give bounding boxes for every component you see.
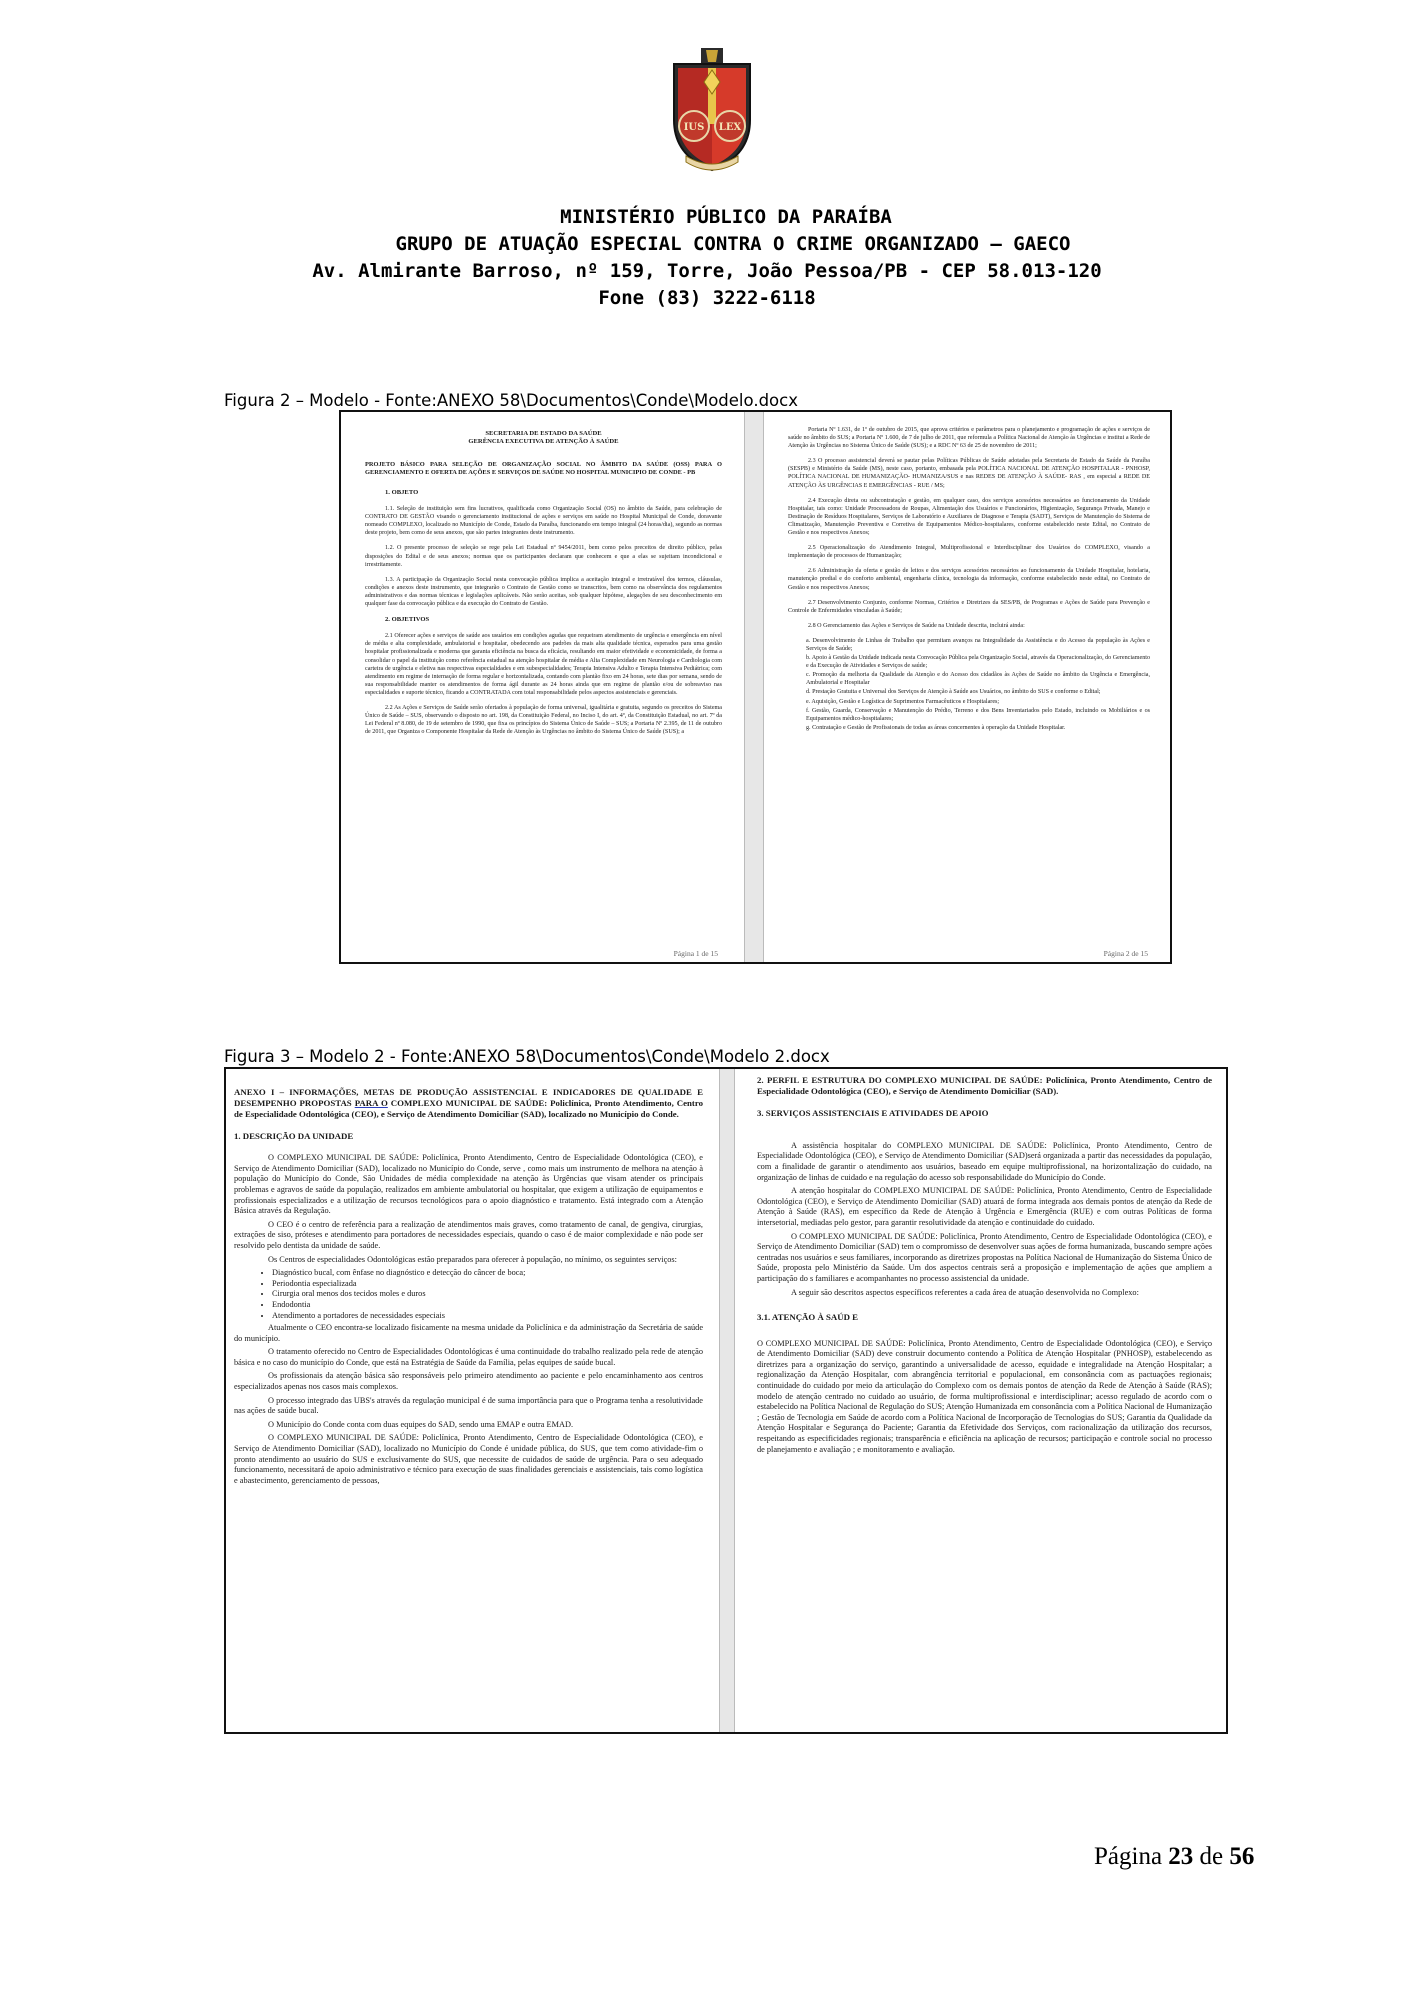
header-group: GRUPO DE ATUAÇÃO ESPECIAL CONTRA O CRIME ORGANIZADO – GAECO: [395, 233, 1071, 255]
list-item: b. Apoio à Gestão da Unidade indicada nesta Convocação Pública pela Organização Social, através da Operacionalização, do Gerenciamento e da Execução de Atividades e Serviços de saúde;: [806, 655, 1150, 670]
paragraph: 1.1. Seleção de instituição sem fins lucrativos, qualificada como Organização Social (OS) no âmbito da Saúde, para celebração de CONTRATO DE GESTÃO visando o gerenciamento institucional de ações e serviços em saúde no Hospital Municipal de Conde, doravante nomeado COMPLEXO, localizado no Município de Conde, Estado da Paraíba, funcionando em tempo integral (24 horas/dia), segundo as normas deste projeto, bem como de seus anexos, que são partes integrantes deste instrumento.: [365, 506, 722, 537]
section-heading: 2. OBJETIVOS: [385, 616, 430, 624]
list-item: d. Prestação Gratuita e Universal dos Serviços de Atenção à Saúde aos Usuários, no âmbito do SUS e conforme o Edital;: [806, 689, 1101, 696]
figure-2-left-page: [341, 412, 744, 962]
page-counter-prefix: Página: [1094, 1843, 1169, 1870]
header-institution: MINISTÉRIO PÚBLICO DA PARAÍBA: [560, 206, 892, 228]
paragraph: A assistência hospitalar do COMPLEXO MUNICIPAL DE SAÚDE: Policlínica, Pronto Atendimento, Centro de Especialidade Odontológica (CEO), e Serviço de Atendimento Domiciliar (SAD)será organizada a partir das necessidades da população, com a finalidade de garantir o atendimento aos usuários, baseado em equipe multiprofissional, na horizontalização do cuidado, na organização de linhas de cuidado e na regulação do acesso sob responsabilidade do Município do Conde.: [757, 1140, 1212, 1182]
list-item: • Cirurgia oral menos dos tecidos moles e duros: [272, 1289, 703, 1300]
annex-title: [234, 1087, 703, 1121]
paragraph: O processo integrado das UBS's através da regulação municipal é de suma importância para que o Programa tenha a resolutividade nas ações de saúde bucal.: [234, 1395, 703, 1416]
list-item: • Atendimento a portadores de necessidades especiais: [272, 1311, 703, 1322]
header-phone: Fone (83) 3222-6118: [598, 287, 816, 309]
paragraph: O COMPLEXO MUNICIPAL DE SAÚDE: Policlínica, Pronto Atendimento, Centro de Especialidade Odontológica (CEO), e Serviço de Atendimento Domiciliar (SAD) tem o compromisso de desenvolver suas ações de forma humanizada, buscando sempre ações centradas nos usuários e seus familiares, incorporando as diretrizes propostas na Política Nacional de Humanização do Sistema Único de Saúde, proposta pelo Ministério da Saúde. Um dos aspectos centrais será a proposição e implementação de ações que ampliem a participação do s familiares e acompanhantes no processo assistencial da unidade.: [757, 1231, 1212, 1283]
paragraph: 2.8 O Gerenciamento das Ações e Serviços de Saúde na Unidade descrita, incluirá ainda:: [808, 622, 1025, 629]
list-item: c. Promoção da melhoria da Qualidade da Atenção e do Acesso dos cidadãos às Ações de Saúde no âmbito da Urgência e Emergência, Ambulatorial e Hospitalar: [806, 672, 1150, 687]
annex-title-part: ANEXO I – INFORMAÇÕES, METAS DE PRODUÇÃO ASSISTENCIAL E INDICADORES DE QUALIDADE E DESEMPENHO PROPOSTAS: [234, 1087, 703, 1109]
paragraph: 2.7 Desenvolvimento Conjunto, conforme Normas, Critérios e Diretrizes da SES/PB, de Programas e Ações de Saúde para Prevenção e Controle de Enfermidades vinculadas à Saúde;: [788, 599, 1150, 614]
crest-motto-right: LEX: [718, 122, 742, 133]
page-number-label: Página 1 de 15: [673, 948, 718, 958]
paragraph: A atenção hospitalar do COMPLEXO MUNICIPAL DE SAÚDE: Policlínica, Pronto Atendimento, Centro de Especialidade Odontológica (CEO), e Serviço de Atendimento Domiciliar (SAD) atuará de forma integrada aos demais pontos de atenção da Rede de Atenção à Saúde (RAS), em específico da Rede de Atenção à Urgência e Emergência (RUE) e com outras Políticas de forma intersetorial, mediadas pelo gestor, para garantir resolutividade da atenção e continuidade do cuidado.: [757, 1186, 1212, 1227]
paragraph: O Município do Conde conta com duas equipes do SAD, sendo uma EMAP e outra EMAD.: [268, 1419, 574, 1429]
list-item: f. Gestão, Guarda, Conservação e Manutenção do Prédio, Terreno e dos Bens Inventariados pelo Estado, incluindo os Mobiliários e os Equipamentos médico-hospitalares;: [806, 707, 1150, 722]
list-item: • Periodontia especializada: [272, 1279, 703, 1290]
paragraph: 2.5 Operacionalização do Atendimento Integral, Multiprofissional e Interdisciplinar dos Usuários do COMPLEXO, visando a implementação de processos de Humanização;: [788, 545, 1150, 560]
section-heading: 1. DESCRIÇÃO DA UNIDADE: [234, 1130, 354, 1141]
page-counter: [1094, 1843, 1254, 1871]
list-item: • Diagnóstico bucal, com ênfase no diagnóstico e detecção do câncer de boca;: [272, 1268, 703, 1279]
letterhead: [0, 204, 1414, 312]
list-item: a. Desenvolvimento de Linhas de Trabalho que permitam avanços na Integralidade da Assistência e do Acesso da população às Ações e Serviços de Saúde;: [806, 637, 1150, 652]
annex-title-underlined: PARA O: [354, 1098, 388, 1109]
page-counter-separator: de: [1193, 1843, 1230, 1870]
paragraph: Os Centros de especialidades Odontológicas estão preparados para oferecer à população, no mínimo, os seguintes serviços:: [268, 1254, 677, 1264]
doc-heading-line1: SECRETARIA DE ESTADO DA SAÚDE: [485, 430, 602, 437]
figure-2-right-page: [764, 412, 1170, 962]
page-number-label: Página 2 de 15: [1103, 948, 1148, 958]
section-heading: 3.1. ATENÇÃO À SAÚD E: [757, 1312, 859, 1323]
page-separator: [719, 1069, 735, 1732]
services-list: [272, 1268, 703, 1321]
figure-3-caption: Figura 3 – Modelo 2 - Fonte:ANEXO 58\Documentos\Conde\Modelo 2.docx: [224, 1047, 830, 1066]
crest-motto-left: IUS: [683, 122, 705, 133]
paragraph: Atualmente o CEO encontra-se localizado fisicamente na mesma unidade da Policlínica e da administração da Secretária de saúde do município.: [234, 1323, 703, 1343]
paragraph: 1.3. A participação da Organização Social nesta convocação pública implica a aceitação integral e irretratável dos termos, cláusulas, condições e anexos deste instrumento, que integrarão o Contrato de Gestão como se transcritos, bem como na observância dos regulamentos administrativos e das normas técnicas e legislações aplicáveis. Não serão aceitas, sob qualquer hipótese, alegações de seu desconhecimento em qualquer fase da convocação pública e da execução do Contrato de Gestão.: [365, 576, 722, 608]
figure-2-image: [339, 410, 1172, 964]
list-item: e. Aquisição, Gestão e Logística de Suprimentos Farmacêuticos e Hospitalares;: [806, 698, 1000, 705]
header-address: Av. Almirante Barroso, nº 159, Torre, João Pessoa/PB - CEP 58.013-120: [312, 260, 1102, 282]
paragraph: O COMPLEXO MUNICIPAL DE SAÚDE: Policlínica, Pronto Atendimento, Centro de Especialidade Odontológica (CEO), e Serviço de Atendimento Domiciliar (SAD) deve construir documento contendo a Política de Atenção Hospitalar (PNHOSP), estabelecendo as diretrizes para a organização do serviço, garantindo a universalidade de acesso, equidade e integralidade na Atenção Hospitalar; a regionalização da Atenção Hospitalar, com abrangência territorial e populacional, em consonância com as pactuações regionais; continuidade do cuidado por meio da articulação do Complexo com os demais pontos de atenção da Rede de Atenção à Saúde (RAS); modelo de atenção centrado no cuidado ao usuário, de forma multiprofissional e interdisciplinar; acesso regulado de acordo com o estabelecido na Política Nacional de Regulação do SUS; Atenção Humanizada em consonância com a Política Nacional de Humanização ; Gestão de Tecnologia em Saúde de acordo com a Política Nacional de Incorporação de Tecnologias do SUS; Garantia da Qualidade da Atenção Hospitalar e Segurança do Paciente; Garantia da Efetividade dos Serviços, com racionalização da utilização dos recursos, respeitando as especificidades regionais; transparência e eficiência na aplicação de recursos; participação e controle social no processo de planejamento e avaliação ; e monitoramento e avaliação.: [757, 1338, 1213, 1454]
paragraph: O COMPLEXO MUNICIPAL DE SAÚDE: Policlínica, Pronto Atendimento, Centro de Especialidade Odontológica (CEO), e Serviço de Atendimento Domiciliar (SAD), localizado no Município do Conde é unidade pública, do SUS, que tem como atividade-fim o pronto atendimento ao usuário do SUS e exclusivamente do SUS, que necessite de cuidados de saúde de urgência. Para o seu adequado funcionamento, necessitará de apoio administrativo e técnico para execução de suas finalidades gerenciais e assistenciais, tais como logística e abastecimento, gerenciamento de pessoas,: [234, 1433, 703, 1485]
section-heading: 1. OBJETO: [385, 489, 419, 496]
item-list: [806, 637, 1150, 732]
paragraph: 2.6 Administração da oferta e gestão de leitos e dos serviços acessórios necessários ao funcionamento da Unidade Hospitalar, hotelaria, manutenção predial e do conforto ambiental, engenharia clínica, tecnologia da informação, conforme estabelecido neste edital, no Contrato de Gestão e nos respectivos Anexos;: [788, 568, 1150, 591]
section-heading: 3. SERVIÇOS ASSISTENCIAIS E ATIVIDADES DE APOIO: [757, 1108, 989, 1119]
paragraph: 2.3 O processo assistencial deverá se pautar pelas Políticas Públicas de Saúde adotadas pela Secretaria de Estado da Saúde da Paraíba (SESPB) e Ministério da Saúde (MS), neste caso, portanto, embasada pela POLÍTICA NACIONAL DE ATENÇÃO HOSPITALAR - PNHOSP, POLÍTICA NACIONAL DE HUMANIZAÇÃO- HUMANIZA/SUS e nas REDES DE ATENÇÃO À SAÚDE- RAS , em especial a REDE DE ATENÇÃO ÀS URGÊNCIAS E EMERGÊNCIAS - RUE / MS;: [788, 458, 1150, 489]
figure-2-caption: Figura 2 – Modelo - Fonte:ANEXO 58\Documentos\Conde\Modelo.docx: [224, 391, 798, 410]
annex-title-part: COMPLEXO MUNICIPAL DE SAÚDE: Policlínica, Pronto Atendimento, Centro de Especialidade Odontológica (CEO), e Serviço de Atendimento Domiciliar (SAD), localizado no Município do Conde.: [234, 1098, 703, 1120]
list-item: g. Contratação e Gestão de Profissionais de todas as áreas concernentes à operação da Unidade Hospitalar.: [806, 724, 1066, 731]
paragraph: 1.2. O presente processo de seleção se rege pela Lei Estadual nº 9454/2011, bem como pelos preceitos de direito público, pelas disposições do Edital e de seus anexos; normas que os participantes declaram que conhecem e que a elas se sujeitam incondicional e irrestritamente.: [365, 545, 722, 568]
paragraph: A seguir são descritos aspectos específicos referentes a cada área de atuação desenvolvida no Complexo:: [791, 1287, 1139, 1297]
total-pages-number: 56: [1229, 1843, 1255, 1870]
paragraph: O CEO é o centro de referência para a realização de atendimentos mais graves, como tratamento de canal, de gengiva, cirurgias, extrações de siso, próteses e atendimento para portadores de necessidades especiais, quando o caso é de maior complexidade e não pode ser resolvido pelo dentista da unidade de saúde.: [234, 1219, 703, 1250]
doc-heading: [365, 430, 722, 447]
figure-3-image: [224, 1067, 1228, 1734]
paragraph: 2.4 Execução direta ou subcontratação e gestão, em qualquer caso, dos serviços acessórios necessários ao funcionamento da Unidade Hospitalar, tais como: Unidade Processadora de Roupas, Alimentação dos Usuários e Funcionários, Higienização, Segurança Privada, Manejo e Destinação de Resíduos Hospitalares, Serviços de Laboratório e Auxiliares de Diagnose e Terapia (SADT), Serviços de Manutenção do Sistema de Climatização, Manutenção Preventiva e Corretiva de Equipamentos Médico-hospitalares, conforme estabelecido neste Edital, no Contrato de Gestão e nos respectivos Anexos;: [788, 497, 1150, 537]
paragraph: 2.1 Oferecer ações e serviços de saúde aos usuários em condições agudas que requeiram atendimento de urgência e emergência em nível de média e alta complexidade, ambulatorial e hospitalar, obedecendo aos padrões da mais alta qualidade técnica, esperados para uma gestão hospitalar profissionalizada e moderna que garanta eficiência na busca da eficácia, resultando em maior efetividade e economicidade, de forma a consolidar o papel da instituição como referência estadual na atenção hospitalar de média e Alta Complexidade em Neurologia e Cardiologia com carteira de urgência e eletiva nas respectivas especialidades e em subespecialidades; Terapia Intensiva Adulto e Terapia Intensiva Pediátrica; com atendimento em regime de internação de forma regular e horizontalizada, contando com plantão fixo em 24 horas, sete dias por semana, sendo de sua responsabilidade manter os atendimentos de forma ágil durante as 24 horas ainda que em regime de plantão e/ou de sobreaviso nas especialidades e suporte técnico, ficando a CONTRATADA com total responsabilidade pelos aspectos assistenciais e gerenciais.: [365, 633, 722, 696]
paragraph: O tratamento oferecido no Centro de Especialidades Odontológicas é uma continuidade do trabalho realizado pela rede de atenção básica e no caso do município do Conde, que está na Estratégia de Saúde da Família, pelas equipes de saúde bucal.: [234, 1347, 703, 1367]
paragraph: O COMPLEXO MUNICIPAL DE SAÚDE: Policlínica, Pronto Atendimento, Centro de Especialidade Odontológica (CEO), e Serviço de Atendimento Domiciliar (SAD), localizado no Município do Conde, serve , como mais um instrumento de melhora na atenção à população do Município do Conde, São Unidades de média complexidade na atenção às Urgências que visam atender os principais problemas e agravos de saúde da população, realizados em ambiente ambulatorial ou hospitalar, que exigem a utilização de equipamentos e profissionais especializados e a utilização de recursos tecnológicos para o apoio diagnóstico e tratamento. Está integrado com a Atenção Básica através da Regulação.: [234, 1153, 703, 1216]
page-separator: [744, 412, 764, 962]
paragraph: Portaria Nº 1.631, de 1º de outubro de 2015, que aprova critérios e parâmetros para o planejamento e programação de ações e serviços de saúde no âmbito do SUS; a Portaria Nº 1.600, de 7 de julho de 2011, que reformula a Política Nacional de Atenção às Urgências e institui a Rede de Atenção às Urgências no Sistema Único de Saúde (SUS); e a RDC Nº 63 de 25 de novembro de 2011;: [788, 427, 1150, 450]
paragraph: Os profissionais da atenção básica são responsáveis pelo primeiro atendimento ao paciente e pelo encaminhamento aos centros especializados apenas nos casos mais complexos.: [234, 1371, 703, 1392]
current-page-number: 23: [1168, 1843, 1194, 1870]
list-item: • Endodontia: [272, 1300, 703, 1311]
project-title: PROJETO BÁSICO PARA SELEÇÃO DE ORGANIZAÇÃO SOCIAL NO ÂMBITO DA SAÚDE (OSS) PARA O GERENCIAMENTO E OFERTA DE AÇÕES E SERVIÇOS DE SAÚDE NO HOSPITAL MUNICIPIO DE CONDE - PB: [365, 460, 722, 476]
figure-3-left-page: [226, 1069, 719, 1732]
section-heading: 2. PERFIL E ESTRUTURA DO COMPLEXO MUNICIPAL DE SAÚDE: Policlínica, Pronto Atendimento, Centro de Especialidade Odontológica (CEO), e Serviço de Atendimento Domiciliar (SAD).: [757, 1075, 1212, 1096]
paragraph: 2.2 As Ações e Serviços de Saúde serão ofertados à população de forma universal, igualitária e gratuita, segundo os preceitos do Sistema Único de Saúde – SUS, observando o disposto no art. 198, da Constituição Federal, no Inciso I, do art. 4º, da Constituição Estadual, no art. 7º da Lei Federal nº 8.080, de 19 de setembro de 1990, que fixa os princípios do Sistema Único de Saúde – SUS; a Portaria Nº 2.395, de 11 de outubro de 2011, que Organiza o Componente Hospitalar da Rede de Atenção às Urgências no âmbito do Sistema Único de Saúde (SUS); a: [365, 704, 722, 736]
figure-3-right-page: [735, 1069, 1226, 1732]
doc-heading-line2: GERÊNCIA EXECUTIVA DE ATENÇÃO À SAÚDE: [468, 438, 619, 446]
gaeco-crest-logo: [668, 48, 756, 176]
